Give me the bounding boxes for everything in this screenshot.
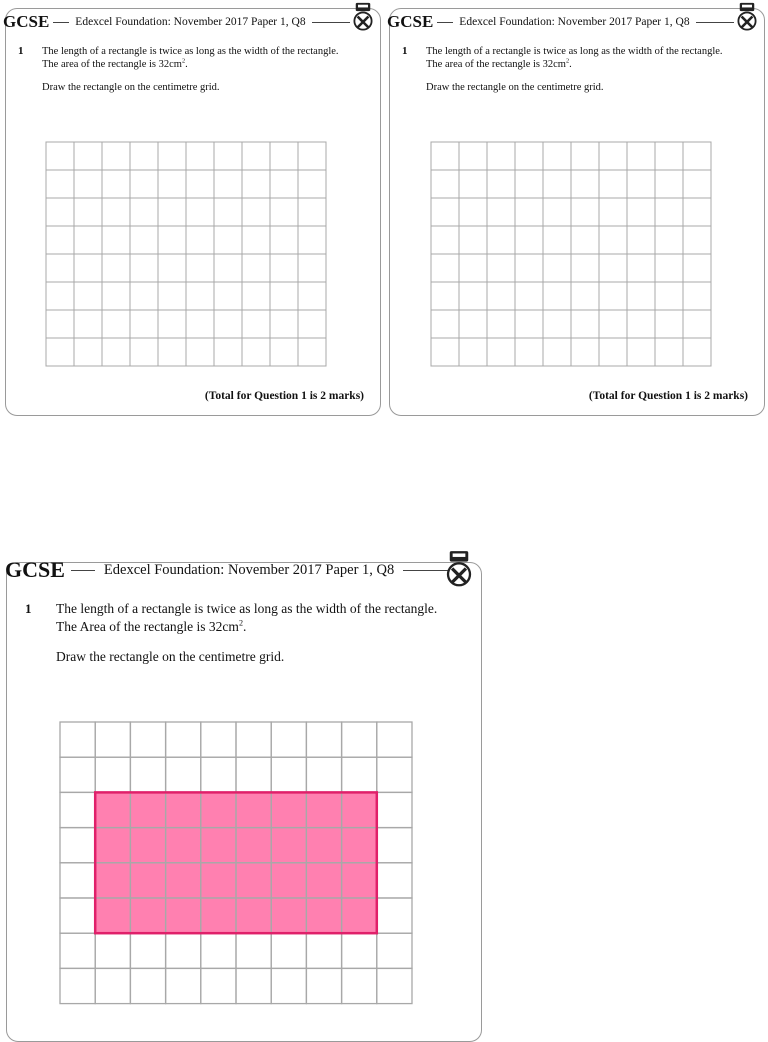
centimetre-grid-answer[interactable] bbox=[60, 722, 412, 1004]
grid-cell[interactable] bbox=[166, 722, 201, 757]
grid-cell[interactable] bbox=[201, 722, 236, 757]
grid-cell[interactable] bbox=[431, 170, 459, 198]
question-line-1: The length of a rectangle is twice as long as the width of the rectangle. bbox=[56, 601, 438, 616]
grid-cell[interactable] bbox=[342, 757, 377, 792]
grid-cell[interactable] bbox=[431, 226, 459, 254]
grid-cell[interactable] bbox=[271, 722, 306, 757]
grid-cell[interactable] bbox=[130, 722, 165, 757]
grid-cell[interactable] bbox=[515, 198, 543, 226]
grid-cell[interactable] bbox=[95, 968, 130, 1003]
grid-cell[interactable] bbox=[342, 722, 377, 757]
grid-cell[interactable] bbox=[306, 722, 341, 757]
squared-superscript: 2 bbox=[238, 618, 243, 628]
grid-cell[interactable] bbox=[74, 170, 102, 198]
grid-cell[interactable] bbox=[130, 282, 158, 310]
grid-cell[interactable] bbox=[599, 338, 627, 366]
grid-cell[interactable] bbox=[158, 198, 186, 226]
grid-cell[interactable] bbox=[306, 968, 341, 1003]
grid-cell[interactable] bbox=[487, 198, 515, 226]
grid-cell[interactable] bbox=[46, 254, 74, 282]
grid-cell[interactable] bbox=[298, 254, 326, 282]
source-title: Edexcel Foundation: November 2017 Paper 1, Q8 bbox=[459, 16, 690, 28]
grid-cell[interactable] bbox=[46, 310, 74, 338]
grid-cell[interactable] bbox=[377, 792, 412, 827]
grid-cell[interactable] bbox=[60, 863, 95, 898]
grid-cell[interactable] bbox=[683, 338, 711, 366]
grid-cell[interactable] bbox=[74, 142, 102, 170]
question-instruction: Draw the rectangle on the centimetre grid. bbox=[56, 649, 285, 665]
grid-cell[interactable] bbox=[166, 968, 201, 1003]
grid-cell[interactable] bbox=[459, 170, 487, 198]
grid-cell[interactable] bbox=[214, 198, 242, 226]
grid-cell[interactable] bbox=[487, 310, 515, 338]
grid-cell[interactable] bbox=[515, 338, 543, 366]
grid-cell[interactable] bbox=[201, 757, 236, 792]
card-header bbox=[5, 557, 481, 583]
grid-cell[interactable] bbox=[683, 310, 711, 338]
grid-cell[interactable] bbox=[543, 254, 571, 282]
grid-cell[interactable] bbox=[186, 254, 214, 282]
grid-cell[interactable] bbox=[236, 933, 271, 968]
header-rule-right bbox=[696, 22, 734, 23]
grid-cell[interactable] bbox=[515, 226, 543, 254]
grid-cell[interactable] bbox=[627, 226, 655, 254]
grid-cell[interactable] bbox=[201, 968, 236, 1003]
grid-cell[interactable] bbox=[270, 310, 298, 338]
grid-cell[interactable] bbox=[487, 170, 515, 198]
grid-cell[interactable] bbox=[186, 198, 214, 226]
grid-cell[interactable] bbox=[543, 310, 571, 338]
grid-cell[interactable] bbox=[130, 170, 158, 198]
grid-cell[interactable] bbox=[683, 198, 711, 226]
grid-cell[interactable] bbox=[571, 142, 599, 170]
grid-cell[interactable] bbox=[377, 968, 412, 1003]
grid-cell[interactable] bbox=[166, 933, 201, 968]
grid-cell[interactable] bbox=[655, 338, 683, 366]
grid-cell[interactable] bbox=[543, 198, 571, 226]
grid-cell[interactable] bbox=[95, 933, 130, 968]
grid-cell[interactable] bbox=[655, 310, 683, 338]
grid-cell[interactable] bbox=[655, 282, 683, 310]
grid-cell[interactable] bbox=[459, 282, 487, 310]
grid-cell[interactable] bbox=[74, 226, 102, 254]
grid-cell[interactable] bbox=[571, 198, 599, 226]
grid-cell[interactable] bbox=[158, 142, 186, 170]
grid-cell[interactable] bbox=[487, 142, 515, 170]
grid-cell[interactable] bbox=[186, 310, 214, 338]
grid-cell[interactable] bbox=[74, 338, 102, 366]
grid-cell[interactable] bbox=[571, 170, 599, 198]
grid-cell[interactable] bbox=[431, 254, 459, 282]
grid-cell[interactable] bbox=[214, 226, 242, 254]
grid-cell[interactable] bbox=[271, 968, 306, 1003]
grid-cell[interactable] bbox=[270, 142, 298, 170]
grid-cell[interactable] bbox=[377, 933, 412, 968]
grid-cell[interactable] bbox=[515, 282, 543, 310]
grid-cell[interactable] bbox=[599, 142, 627, 170]
grid-cell[interactable] bbox=[571, 338, 599, 366]
centimetre-grid[interactable] bbox=[46, 142, 326, 366]
grid-cell[interactable] bbox=[270, 254, 298, 282]
grid-cell[interactable] bbox=[60, 792, 95, 827]
grid-cell[interactable] bbox=[431, 338, 459, 366]
grid-cell[interactable] bbox=[655, 142, 683, 170]
grid-cell[interactable] bbox=[515, 310, 543, 338]
grid-cell[interactable] bbox=[599, 310, 627, 338]
grid-cell[interactable] bbox=[60, 968, 95, 1003]
grid-cell[interactable] bbox=[627, 142, 655, 170]
grid-cell[interactable] bbox=[627, 170, 655, 198]
grid-cell[interactable] bbox=[46, 170, 74, 198]
grid-cell[interactable] bbox=[487, 254, 515, 282]
grid-cell[interactable] bbox=[342, 933, 377, 968]
question-line-1: The length of a rectangle is twice as long as the width of the rectangle. bbox=[42, 46, 339, 57]
header-rule-right bbox=[312, 22, 350, 23]
question-line-1: The length of a rectangle is twice as long as the width of the rectangle. bbox=[426, 46, 723, 57]
grid-cell[interactable] bbox=[130, 933, 165, 968]
grid-cell[interactable] bbox=[306, 933, 341, 968]
grid-cell[interactable] bbox=[655, 170, 683, 198]
grid-cell[interactable] bbox=[487, 338, 515, 366]
question-instruction: Draw the rectangle on the centimetre grid. bbox=[426, 82, 604, 94]
grid-cell[interactable] bbox=[655, 226, 683, 254]
grid-cell[interactable] bbox=[270, 282, 298, 310]
grid-cell[interactable] bbox=[186, 170, 214, 198]
grid-cell[interactable] bbox=[130, 757, 165, 792]
grid-cell[interactable] bbox=[60, 898, 95, 933]
question-text bbox=[56, 600, 437, 666]
grid-cell[interactable] bbox=[46, 198, 74, 226]
grid-cell[interactable] bbox=[627, 282, 655, 310]
grid-cell[interactable] bbox=[431, 142, 459, 170]
grid-cell[interactable] bbox=[74, 254, 102, 282]
grid-cell[interactable] bbox=[236, 968, 271, 1003]
gcse-label: GCSE bbox=[3, 12, 50, 31]
grid-cell[interactable] bbox=[306, 757, 341, 792]
grid-cell[interactable] bbox=[130, 226, 158, 254]
grid-cell[interactable] bbox=[214, 282, 242, 310]
grid-cell[interactable] bbox=[377, 757, 412, 792]
grid-cell[interactable] bbox=[242, 310, 270, 338]
grid-cell[interactable] bbox=[242, 198, 270, 226]
grid-cell[interactable] bbox=[599, 254, 627, 282]
question-number: 1 bbox=[402, 45, 408, 57]
grid-cell[interactable] bbox=[271, 757, 306, 792]
grid-cell[interactable] bbox=[95, 757, 130, 792]
grid-cell[interactable] bbox=[166, 757, 201, 792]
grid-cell[interactable] bbox=[102, 170, 130, 198]
grid-cell[interactable] bbox=[102, 254, 130, 282]
squared-superscript: 2 bbox=[181, 57, 186, 65]
grid-cell[interactable] bbox=[236, 722, 271, 757]
card-header bbox=[3, 12, 379, 32]
grid-cell[interactable] bbox=[271, 933, 306, 968]
card-header bbox=[387, 12, 763, 32]
grid-cell[interactable] bbox=[158, 170, 186, 198]
grid-cell[interactable] bbox=[158, 310, 186, 338]
grid-cell[interactable] bbox=[515, 254, 543, 282]
grid-cell[interactable] bbox=[459, 226, 487, 254]
grid-cell[interactable] bbox=[377, 898, 412, 933]
grid-cell[interactable] bbox=[515, 142, 543, 170]
grid-cell[interactable] bbox=[214, 170, 242, 198]
grid-cell[interactable] bbox=[102, 338, 130, 366]
grid-cell[interactable] bbox=[158, 226, 186, 254]
calculator-cross-icon bbox=[445, 550, 473, 587]
grid-cell[interactable] bbox=[270, 198, 298, 226]
grid-cell[interactable] bbox=[130, 968, 165, 1003]
grid-cell[interactable] bbox=[599, 198, 627, 226]
grid-cell[interactable] bbox=[130, 142, 158, 170]
total-marks: (Total for Question 1 is 2 marks) bbox=[588, 390, 748, 402]
grid-cell[interactable] bbox=[186, 142, 214, 170]
grid-cell[interactable] bbox=[102, 310, 130, 338]
calculator-cross-icon bbox=[352, 2, 374, 31]
grid-cell[interactable] bbox=[242, 254, 270, 282]
grid-cell[interactable] bbox=[74, 310, 102, 338]
grid-cell[interactable] bbox=[130, 198, 158, 226]
grid-cell[interactable] bbox=[158, 338, 186, 366]
grid-cell[interactable] bbox=[46, 226, 74, 254]
grid-cell[interactable] bbox=[431, 282, 459, 310]
grid-cell[interactable] bbox=[487, 282, 515, 310]
question-card-left bbox=[5, 8, 381, 416]
grid-cell[interactable] bbox=[298, 170, 326, 198]
grid-cell[interactable] bbox=[487, 226, 515, 254]
grid-cell[interactable] bbox=[242, 282, 270, 310]
grid-cell[interactable] bbox=[214, 338, 242, 366]
grid-cell[interactable] bbox=[683, 142, 711, 170]
grid-cell[interactable] bbox=[298, 198, 326, 226]
grid-cell[interactable] bbox=[431, 198, 459, 226]
grid-cell[interactable] bbox=[46, 338, 74, 366]
grid-cell[interactable] bbox=[242, 170, 270, 198]
grid-cell[interactable] bbox=[298, 282, 326, 310]
grid-cell[interactable] bbox=[459, 310, 487, 338]
grid-cell[interactable] bbox=[158, 254, 186, 282]
question-number: 1 bbox=[18, 45, 24, 57]
grid-cell[interactable] bbox=[627, 254, 655, 282]
grid-cell[interactable] bbox=[95, 722, 130, 757]
grid-cell[interactable] bbox=[214, 142, 242, 170]
question-line-2: The area of the rectangle is $32cm^2$. bbox=[42, 57, 188, 71]
grid-cell[interactable] bbox=[655, 254, 683, 282]
grid-cell[interactable] bbox=[571, 310, 599, 338]
grid-cell[interactable] bbox=[683, 282, 711, 310]
question-line-2: The Area of the rectangle is $32cm^2$. bbox=[56, 618, 247, 634]
answer-card bbox=[5, 557, 482, 1042]
gcse-label: GCSE bbox=[5, 557, 65, 582]
grid-cell[interactable] bbox=[377, 722, 412, 757]
grid-cell[interactable] bbox=[46, 282, 74, 310]
total-marks: (Total for Question 1 is 2 marks) bbox=[204, 390, 364, 402]
question-text bbox=[42, 45, 339, 94]
grid-cell[interactable] bbox=[102, 226, 130, 254]
question-line-2: The area of the rectangle is $32cm^2$. bbox=[426, 57, 572, 71]
grid-cell[interactable] bbox=[270, 170, 298, 198]
grid-cell[interactable] bbox=[242, 338, 270, 366]
grid-cell[interactable] bbox=[683, 170, 711, 198]
grid-cell[interactable] bbox=[431, 310, 459, 338]
grid-cell[interactable] bbox=[459, 198, 487, 226]
centimetre-grid[interactable] bbox=[431, 142, 711, 366]
grid-cell[interactable] bbox=[60, 828, 95, 863]
grid-cell[interactable] bbox=[186, 338, 214, 366]
question-number: 1 bbox=[25, 601, 32, 616]
grid-cell[interactable] bbox=[298, 226, 326, 254]
grid-cell[interactable] bbox=[627, 338, 655, 366]
grid-cell[interactable] bbox=[515, 170, 543, 198]
grid-cell[interactable] bbox=[46, 142, 74, 170]
grid-cell[interactable] bbox=[214, 254, 242, 282]
grid-cell[interactable] bbox=[543, 338, 571, 366]
grid-cell[interactable] bbox=[60, 757, 95, 792]
grid-cell[interactable] bbox=[571, 226, 599, 254]
grid-cell[interactable] bbox=[186, 282, 214, 310]
grid-cell[interactable] bbox=[214, 310, 242, 338]
grid-cell[interactable] bbox=[377, 863, 412, 898]
header-rule-right bbox=[403, 570, 449, 571]
grid-cell[interactable] bbox=[74, 198, 102, 226]
grid-cell[interactable] bbox=[543, 142, 571, 170]
gcse-label: GCSE bbox=[387, 12, 434, 31]
grid-cell[interactable] bbox=[242, 142, 270, 170]
grid-cell[interactable] bbox=[571, 254, 599, 282]
question-text bbox=[426, 45, 723, 94]
grid-cell[interactable] bbox=[655, 198, 683, 226]
grid-cell[interactable] bbox=[130, 254, 158, 282]
grid-cell[interactable] bbox=[627, 310, 655, 338]
grid-cell[interactable] bbox=[599, 282, 627, 310]
grid-cell[interactable] bbox=[60, 933, 95, 968]
grid-cell[interactable] bbox=[543, 170, 571, 198]
grid-cell[interactable] bbox=[158, 282, 186, 310]
squared-superscript: 2 bbox=[565, 57, 570, 65]
grid-cell[interactable] bbox=[270, 226, 298, 254]
grid-cell[interactable] bbox=[298, 310, 326, 338]
grid-cell[interactable] bbox=[236, 757, 271, 792]
grid-cell[interactable] bbox=[186, 226, 214, 254]
source-title: Edexcel Foundation: November 2017 Paper 1, Q8 bbox=[103, 561, 395, 578]
grid-cell[interactable] bbox=[543, 282, 571, 310]
grid-cell[interactable] bbox=[377, 828, 412, 863]
grid-cell[interactable] bbox=[459, 142, 487, 170]
source-title: Edexcel Foundation: November 2017 Paper 1, Q8 bbox=[75, 16, 306, 28]
grid-cell[interactable] bbox=[130, 310, 158, 338]
header-rule-left bbox=[437, 22, 453, 23]
grid-cell[interactable] bbox=[60, 722, 95, 757]
grid-cell[interactable] bbox=[599, 226, 627, 254]
grid-cell[interactable] bbox=[270, 338, 298, 366]
question-instruction: Draw the rectangle on the centimetre grid. bbox=[42, 82, 220, 94]
grid-cell[interactable] bbox=[130, 338, 158, 366]
grid-cell[interactable] bbox=[683, 254, 711, 282]
grid-cell[interactable] bbox=[627, 198, 655, 226]
grid-cell[interactable] bbox=[571, 282, 599, 310]
calculator-cross-icon bbox=[736, 2, 758, 31]
grid-cell[interactable] bbox=[102, 142, 130, 170]
header-rule-left bbox=[71, 570, 95, 571]
grid-cell[interactable] bbox=[459, 254, 487, 282]
grid-cell[interactable] bbox=[683, 226, 711, 254]
grid-cell[interactable] bbox=[543, 226, 571, 254]
grid-cell[interactable] bbox=[599, 170, 627, 198]
grid-cell[interactable] bbox=[342, 968, 377, 1003]
grid-cell[interactable] bbox=[102, 282, 130, 310]
question-card-right bbox=[389, 8, 765, 416]
grid-cell[interactable] bbox=[298, 142, 326, 170]
grid-cell[interactable] bbox=[242, 226, 270, 254]
grid-cell[interactable] bbox=[201, 933, 236, 968]
grid-cell[interactable] bbox=[298, 338, 326, 366]
grid-cell[interactable] bbox=[102, 198, 130, 226]
grid-cell[interactable] bbox=[74, 282, 102, 310]
header-rule-left bbox=[53, 22, 69, 23]
grid-cell[interactable] bbox=[459, 338, 487, 366]
